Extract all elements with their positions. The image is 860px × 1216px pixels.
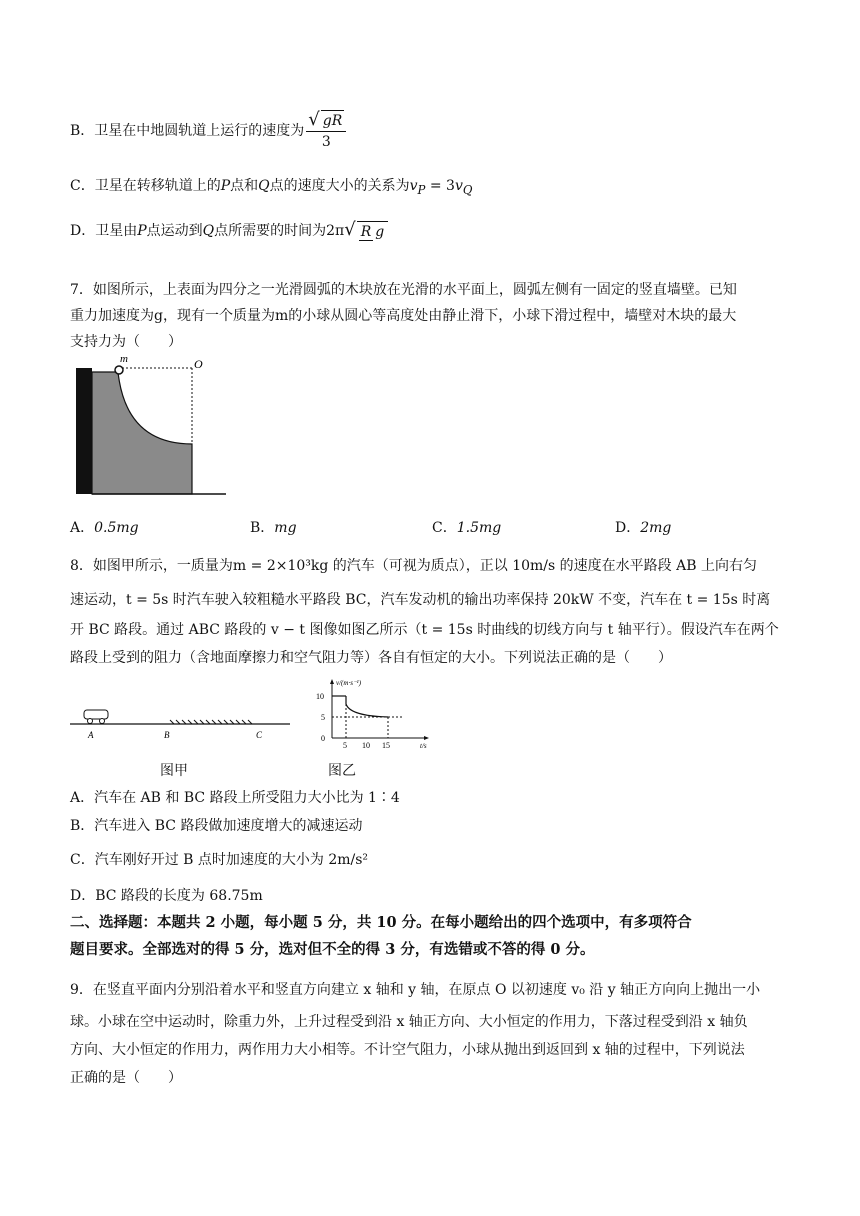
wall [76, 368, 92, 494]
q7-option-c: C．1.5mg [432, 520, 502, 536]
t-axis-label: t/s [420, 742, 427, 750]
q9-line-3: 方向、大小恒定的作用力，两作用力大小相等。不计空气阻力，小球从抛出到返回到 x 轴的过程中，下列说法 [70, 1042, 745, 1058]
point-a-label: A [88, 730, 94, 740]
q7-option-a: A．0.5mg [70, 520, 139, 536]
q7-option-d: D．2mg [615, 520, 672, 536]
t-axis-arrow [424, 736, 429, 740]
point-c-label: C [256, 730, 263, 740]
q8-figure-yi [312, 676, 438, 752]
x-tick-label: 5 [343, 741, 347, 750]
q7-line-2: 重力加速度为g，现有一个质量为m的小球从圆心等高度处由静止滑下，小球下滑过程中，墙壁对木块的最大 [70, 308, 737, 324]
q8-line-4: 路段上受到的阻力（含地面摩擦力和空气阻力等）各自有恒定的大小。下列说法正确的是（ ） [70, 650, 672, 666]
wood-block [92, 372, 192, 494]
velocity-curve-bc [346, 696, 388, 717]
q6-option-b: B．卫星在中地圆轨道上运行的速度为 $\frac{√ gR}{3}$ [70, 110, 348, 152]
q8-option-b: B．汽车进入 BC 路段做加速度增大的减速运动 [70, 818, 363, 834]
center-label: O [194, 357, 203, 371]
q7-figure [74, 353, 234, 498]
car-wheel [100, 719, 105, 724]
section-2-heading-line-2: 题目要求。全部选对的得 5 分，选对但不全的得 3 分，有选错或不答的得 0 分。 [70, 941, 595, 958]
q6-option-d: D．卫星由P点运动到Q点所需要的时间为2π√ R g [70, 220, 390, 242]
section-2-heading-line-1: 二、选择题：本题共 2 小题，每小题 5 分，共 10 分。在每小题给出的四个选项中，有多项符合 [70, 914, 692, 931]
x-tick-label: 10 [362, 741, 370, 750]
car-body [84, 710, 108, 719]
q8-line-3: 开 BC 路段。通过 ABC 路段的 v − t 图像如图乙所示（t = 15s 时曲线的切线方向与 t 轴平行）。假设汽车在两个 [70, 622, 779, 638]
fraction: $\frac{√ gR}{3}$ [306, 110, 346, 152]
v-axis-arrow [330, 679, 334, 684]
q7-line-3: 支持力为（ ） [70, 334, 182, 350]
x-tick-label: 15 [382, 741, 390, 750]
q8-line-1: 8．如图甲所示，一质量为m = 2×10³kg 的汽车（可视为质点），正以 10m/s 的速度在水平路段 AB 上向右匀 [70, 558, 757, 574]
point-b-label: B [164, 730, 170, 740]
q7-line-1: 7．如图所示，上表面为四分之一光滑圆弧的木块放在光滑的水平面上，圆弧左侧有一固定的竖直墙壁。已知 [70, 282, 737, 298]
q8-figure-jia [66, 706, 296, 746]
q9-line-2: 球。小球在空中运动时，除重力外，上升过程受到沿 x 轴正方向、大小恒定的作用力，下落过程受到沿 x 轴负 [70, 1014, 748, 1030]
ball-label: m [120, 353, 128, 365]
q8-option-d: D．BC 路段的长度为 68.75m [70, 888, 263, 904]
q7-option-b: B．mg [250, 520, 297, 536]
q8-figure-yi-caption: 图乙 [328, 763, 356, 779]
y-tick-label: 10 [316, 692, 324, 701]
q6-option-c: C．卫星在转移轨道上的P点和Q点的速度大小的关系为$v_P = 3v_Q$ [70, 178, 473, 197]
q9-line-4: 正确的是（ ） [70, 1070, 182, 1086]
q9-line-1: 9．在竖直平面内分别沿着水平和竖直方向建立 x 轴和 y 轴，在原点 O 以初速度 v₀ 沿 y 轴正方向向上抛出一小 [70, 982, 761, 998]
ball [115, 366, 123, 374]
v-axis-label: v/(m·s⁻¹) [336, 679, 362, 687]
fraction: R g [357, 221, 389, 242]
q8-option-c: C．汽车刚好开过 B 点时加速度的大小为 2m/s² [70, 852, 369, 868]
q8-line-2: 速运动，t = 5s 时汽车驶入较粗糙水平路段 BC，汽车发动机的输出功率保持 20kW 不变，汽车在 t = 15s 时离 [70, 592, 771, 608]
q8-option-a: A．汽车在 AB 和 BC 路段上所受阻力大小比为 1∶4 [70, 790, 400, 806]
q8-figure-jia-caption: 图甲 [160, 763, 188, 779]
y-tick-label: 0 [321, 734, 325, 743]
car-wheel [88, 719, 93, 724]
y-tick-label: 5 [321, 713, 325, 722]
